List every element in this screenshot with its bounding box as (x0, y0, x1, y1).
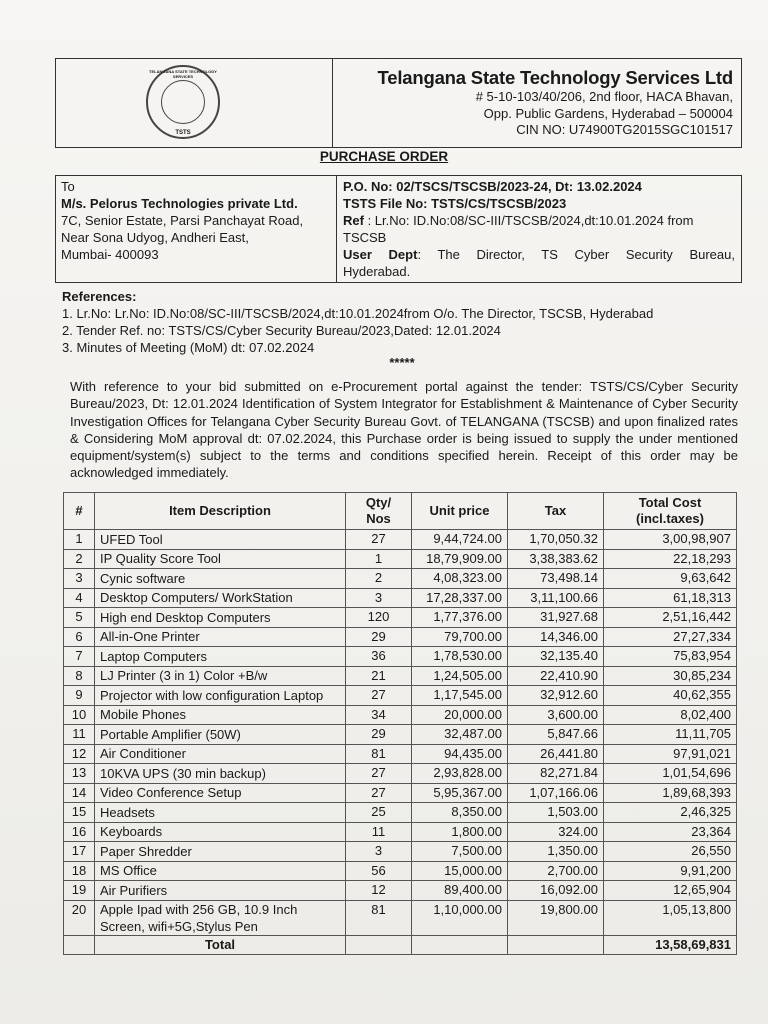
vendor-address-line1: 7C, Senior Estate, Parsi Panchayat Road, (61, 213, 304, 228)
user-dept-label: User Dept (343, 247, 418, 262)
row-qty: 34 (346, 705, 412, 725)
row-tax: 1,503.00 (508, 803, 604, 823)
row-description: Apple Ipad with 256 GB, 10.9 Inch Screen, wifi+5G,Stylus Pen (95, 900, 346, 935)
row-total: 27,27,334 (604, 627, 737, 647)
table-row (64, 686, 737, 706)
row-number: 3 (64, 569, 95, 589)
table-row (64, 744, 737, 764)
organization-address-line2: Opp. Public Gardens, Hyderabad – 500004 (483, 105, 733, 121)
row-description: Headsets (95, 803, 346, 823)
row-qty: 27 (346, 686, 412, 706)
row-description: Laptop Computers (95, 647, 346, 667)
row-total: 8,02,400 (604, 705, 737, 725)
row-tax: 3,600.00 (508, 705, 604, 725)
reference-item: 2. Tender Ref. no: TSTS/CS/Cyber Security Bureau/2023,Dated: 12.01.2024 (62, 323, 501, 338)
row-unit-price: 1,24,505.00 (412, 666, 508, 686)
row-description: All-in-One Printer (95, 627, 346, 647)
total-label: Total (95, 935, 346, 955)
row-qty: 81 (346, 744, 412, 764)
row-tax: 31,927.68 (508, 608, 604, 628)
col-number: # (64, 493, 95, 530)
table-row (64, 647, 737, 667)
row-total: 26,550 (604, 842, 737, 862)
row-number: 10 (64, 705, 95, 725)
row-qty: 27 (346, 764, 412, 784)
row-description: Video Conference Setup (95, 783, 346, 803)
row-tax: 2,700.00 (508, 861, 604, 881)
row-number: 13 (64, 764, 95, 784)
row-unit-price: 2,93,828.00 (412, 764, 508, 784)
row-total: 11,11,705 (604, 725, 737, 745)
row-qty: 25 (346, 803, 412, 823)
row-unit-price: 94,435.00 (412, 744, 508, 764)
ref-text: : Lr.No: ID.No:08/SC-III/TSCSB/2024,dt:10.01.2024 from (367, 213, 694, 228)
seal-emblem (161, 80, 205, 124)
row-unit-price: 8,350.00 (412, 803, 508, 823)
row-unit-price: 1,78,530.00 (412, 647, 508, 667)
row-qty: 29 (346, 725, 412, 745)
row-total: 1,01,54,696 (604, 764, 737, 784)
tsts-seal-icon (146, 65, 220, 139)
row-qty: 27 (346, 783, 412, 803)
to-label: To (61, 179, 75, 194)
table-row (64, 822, 737, 842)
row-description: Keyboards (95, 822, 346, 842)
table-row (64, 900, 737, 935)
row-qty: 1 (346, 549, 412, 569)
references-heading: References: (62, 289, 137, 304)
row-total: 30,85,234 (604, 666, 737, 686)
col-tax: Tax (508, 493, 604, 530)
row-qty: 3 (346, 588, 412, 608)
row-unit-price: 9,44,724.00 (412, 530, 508, 550)
row-description: Cynic software (95, 569, 346, 589)
ref-label: Ref (343, 213, 364, 228)
user-dept-text: : The Director, TS Cyber Security Bureau, (417, 247, 735, 262)
row-description: IP Quality Score Tool (95, 549, 346, 569)
row-number: 8 (64, 666, 95, 686)
row-description: Portable Amplifier (50W) (95, 725, 346, 745)
col-qty-line1: Qty/ (365, 495, 392, 510)
row-unit-price: 20,000.00 (412, 705, 508, 725)
row-unit-price: 1,10,000.00 (412, 900, 508, 935)
vendor-name: M/s. Pelorus Technologies private Ltd. (61, 196, 298, 211)
total-blank (346, 935, 412, 955)
row-number: 6 (64, 627, 95, 647)
separator: ***** (389, 355, 415, 370)
organization-block (333, 59, 741, 147)
row-tax: 14,346.00 (508, 627, 604, 647)
row-description: Air Purifiers (95, 881, 346, 901)
row-qty: 11 (346, 822, 412, 842)
row-number: 4 (64, 588, 95, 608)
user-dept-text-cont: Hyderabad. (343, 264, 411, 279)
row-qty: 56 (346, 861, 412, 881)
row-number: 9 (64, 686, 95, 706)
row-unit-price: 1,17,545.00 (412, 686, 508, 706)
row-description: Mobile Phones (95, 705, 346, 725)
row-description: 10KVA UPS (30 min backup) (95, 764, 346, 784)
ref-text-cont: TSCSB (343, 230, 387, 245)
col-qty (346, 493, 412, 530)
col-qty-line2: Nos (366, 511, 391, 526)
row-qty: 21 (346, 666, 412, 686)
row-tax: 32,912.60 (508, 686, 604, 706)
user-dept-line (343, 246, 735, 263)
table-body (64, 530, 737, 955)
row-unit-price: 15,000.00 (412, 861, 508, 881)
table-row (64, 608, 737, 628)
row-number: 14 (64, 783, 95, 803)
row-qty: 120 (346, 608, 412, 628)
row-number: 7 (64, 647, 95, 667)
row-qty: 81 (346, 900, 412, 935)
po-number: P.O. No: 02/TSCS/TSCSB/2023-24, Dt: 13.02.2024 (343, 179, 642, 194)
seal-bottom-text: TSTS (175, 130, 191, 136)
organization-name: Telangana State Technology Services Ltd (377, 67, 733, 88)
row-number: 11 (64, 725, 95, 745)
reference-item: 3. Minutes of Meeting (MoM) dt: 07.02.2024 (62, 340, 315, 355)
row-unit-price: 17,28,337.00 (412, 588, 508, 608)
po-details (337, 176, 741, 282)
address-block (55, 175, 742, 283)
row-total: 22,18,293 (604, 549, 737, 569)
row-description: High end Desktop Computers (95, 608, 346, 628)
row-number: 19 (64, 881, 95, 901)
row-qty: 36 (346, 647, 412, 667)
vendor-address-line3: Mumbai- 400093 (61, 247, 159, 262)
items-table (63, 492, 737, 955)
row-qty: 12 (346, 881, 412, 901)
ref-line (343, 212, 735, 229)
file-number: TSTS File No: TSTS/CS/TSCSB/2023 (343, 196, 567, 211)
logo-cell (56, 59, 333, 147)
row-description: Projector with low configuration Laptop (95, 686, 346, 706)
row-unit-price: 79,700.00 (412, 627, 508, 647)
row-unit-price: 1,800.00 (412, 822, 508, 842)
col-total (604, 493, 737, 530)
row-tax: 324.00 (508, 822, 604, 842)
row-total: 2,46,325 (604, 803, 737, 823)
row-description: Desktop Computers/ WorkStation (95, 588, 346, 608)
row-tax: 1,07,166.06 (508, 783, 604, 803)
grand-total: 13,58,69,831 (604, 935, 737, 955)
row-total: 12,65,904 (604, 881, 737, 901)
row-total: 9,63,642 (604, 569, 737, 589)
table-row (64, 666, 737, 686)
row-total: 1,89,68,393 (604, 783, 737, 803)
row-tax: 16,092.00 (508, 881, 604, 901)
row-qty: 27 (346, 530, 412, 550)
table-row (64, 861, 737, 881)
row-tax: 1,350.00 (508, 842, 604, 862)
row-tax: 32,135.40 (508, 647, 604, 667)
row-tax: 1,70,050.32 (508, 530, 604, 550)
row-total: 2,51,16,442 (604, 608, 737, 628)
document-title-text: PURCHASE ORDER (319, 149, 449, 164)
table-header-row (64, 493, 737, 530)
document-title (0, 149, 768, 164)
row-unit-price: 18,79,909.00 (412, 549, 508, 569)
col-total-line1: Total Cost (638, 495, 702, 510)
row-number: 15 (64, 803, 95, 823)
total-blank (64, 935, 95, 955)
table-row (64, 803, 737, 823)
table-row (64, 530, 737, 550)
row-tax: 19,800.00 (508, 900, 604, 935)
table-row (64, 783, 737, 803)
vendor-address-line2: Near Sona Udyog, Andheri East, (61, 230, 249, 245)
table-row (64, 881, 737, 901)
table-row (64, 705, 737, 725)
row-number: 1 (64, 530, 95, 550)
row-tax: 3,11,100.66 (508, 588, 604, 608)
organization-cin: CIN NO: U74900TG2015SGC101517 (516, 122, 733, 137)
row-total: 1,05,13,800 (604, 900, 737, 935)
row-total: 3,00,98,907 (604, 530, 737, 550)
row-tax: 82,271.84 (508, 764, 604, 784)
table-row (64, 549, 737, 569)
row-qty: 29 (346, 627, 412, 647)
row-total: 40,62,355 (604, 686, 737, 706)
row-description: UFED Tool (95, 530, 346, 550)
row-number: 18 (64, 861, 95, 881)
row-unit-price: 89,400.00 (412, 881, 508, 901)
row-tax: 3,38,383.62 (508, 549, 604, 569)
total-blank (508, 935, 604, 955)
row-tax: 26,441.80 (508, 744, 604, 764)
row-description: Paper Shredder (95, 842, 346, 862)
row-unit-price: 32,487.00 (412, 725, 508, 745)
table-row (64, 725, 737, 745)
row-unit-price: 4,08,323.00 (412, 569, 508, 589)
table-row (64, 627, 737, 647)
reference-item: 1. Lr.No: Lr.No: ID.No:08/SC-III/TSCSB/2024,dt:10.01.2024from O/o. The Director, TSCSB, Hyderabad (62, 306, 654, 321)
table-row (64, 588, 737, 608)
row-qty: 3 (346, 842, 412, 862)
row-tax: 73,498.14 (508, 569, 604, 589)
row-number: 12 (64, 744, 95, 764)
row-total: 23,364 (604, 822, 737, 842)
total-blank (412, 935, 508, 955)
row-qty: 2 (346, 569, 412, 589)
row-tax: 22,410.90 (508, 666, 604, 686)
row-unit-price: 5,95,367.00 (412, 783, 508, 803)
row-tax: 5,847.66 (508, 725, 604, 745)
seal-top-text: TELANGANA STATE TECHNOLOGY SERVICES (149, 69, 217, 79)
row-total: 9,91,200 (604, 861, 737, 881)
organization-address-line1: # 5-10-103/40/206, 2nd floor, HACA Bhavan, (475, 89, 733, 104)
table-row (64, 569, 737, 589)
row-unit-price: 7,500.00 (412, 842, 508, 862)
row-total: 75,83,954 (604, 647, 737, 667)
total-row (64, 935, 737, 955)
references-section (62, 288, 742, 368)
letterhead (55, 58, 742, 148)
row-total: 97,91,021 (604, 744, 737, 764)
body-paragraph: With reference to your bid submitted on e-Procurement portal against the tender: TSTS/CS/Cyber Security Bureau/2023, Dt: 12.01.2024 Identification of System Integrator for Establishment & Maintenance of Cyber Security Investigation Offices for Telangana Cyber Security Bureau Govt. of TELANGANA (TSCSB) and upon finalized rates & Considering MoM approval dt: 07.02.2024, this Purchase order is being issued to supply the under mentioned equipment/system(s) subject to the terms and conditions specified herein. Receipt of this order may be acknowledged immediately. (70, 379, 738, 481)
row-number: 16 (64, 822, 95, 842)
row-total: 61,18,313 (604, 588, 737, 608)
row-number: 2 (64, 549, 95, 569)
row-unit-price: 1,77,376.00 (412, 608, 508, 628)
row-description: Air Conditioner (95, 744, 346, 764)
row-description: LJ Printer (3 in 1) Color +B/w (95, 666, 346, 686)
row-number: 5 (64, 608, 95, 628)
table-row (64, 764, 737, 784)
table-row (64, 842, 737, 862)
col-unit-price: Unit price (412, 493, 508, 530)
col-total-line2: (incl.taxes) (636, 511, 704, 526)
col-description: Item Description (95, 493, 346, 530)
row-number: 17 (64, 842, 95, 862)
vendor-address (56, 176, 337, 282)
row-number: 20 (64, 900, 95, 935)
row-description: MS Office (95, 861, 346, 881)
